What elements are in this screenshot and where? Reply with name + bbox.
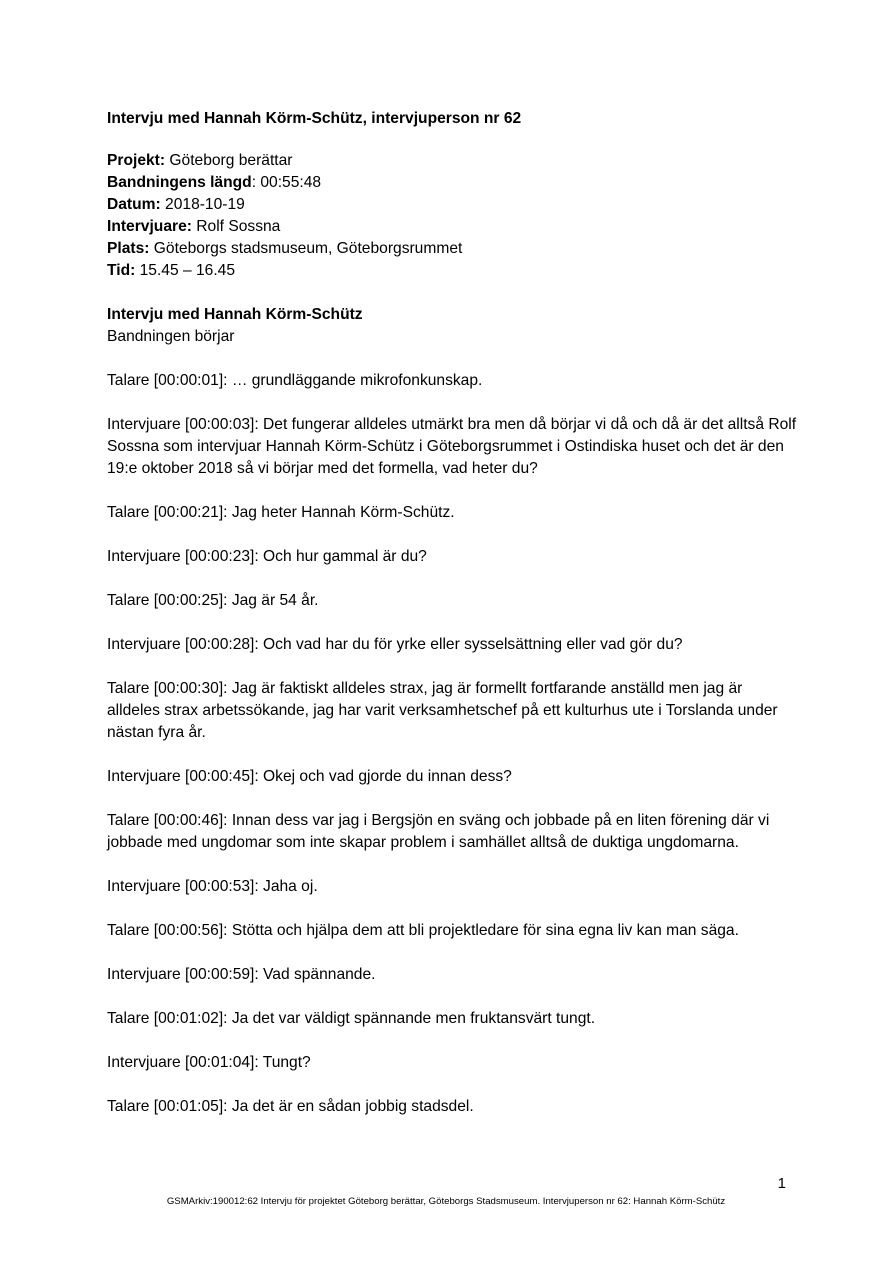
- meta-label: Tid:: [107, 262, 136, 279]
- transcript-turn: Intervjuare [00:00:59]: Vad spännande.: [107, 966, 376, 983]
- meta-place: [107, 238, 797, 260]
- meta-value: Rolf Sossna: [191, 218, 281, 235]
- meta-date: [107, 194, 797, 216]
- meta-interviewer: [107, 216, 797, 238]
- transcript-turn: Intervjuare [00:00:23]: Och hur gammal är du?: [107, 548, 427, 565]
- meta-label: Intervjuare:: [107, 218, 192, 235]
- meta-value: 15.45 – 16.45: [135, 262, 236, 279]
- transcript-turn: Talare [00:00:21]: Jag heter Hannah Körm-Schütz.: [107, 504, 455, 521]
- document-page: [107, 108, 797, 1140]
- transcript: [107, 370, 797, 1118]
- meta-label: Bandningens längd: [107, 174, 252, 191]
- document-title: Intervju med Hannah Körm-Schütz, intervjuperson nr 62: [107, 110, 522, 127]
- transcript-turn: Talare [00:01:05]: Ja det är en sådan jobbig stadsdel.: [107, 1098, 474, 1115]
- meta-recording-length: [107, 172, 797, 194]
- meta-value: Göteborg berättar: [165, 152, 293, 169]
- meta-project: [107, 150, 797, 172]
- section-title: Intervju med Hannah Körm-Schütz: [107, 306, 363, 323]
- transcript-turn: Intervjuare [00:01:04]: Tungt?: [107, 1054, 311, 1071]
- transcript-turn: Intervjuare [00:00:45]: Okej och vad gjorde du innan dess?: [107, 768, 512, 785]
- section-subtitle: Bandningen börjar: [107, 328, 235, 345]
- meta-value: Göteborgs stadsmuseum, Göteborgsrummet: [149, 240, 463, 257]
- meta-label: Plats:: [107, 240, 150, 257]
- meta-value: : 00:55:48: [251, 174, 322, 191]
- transcript-turn: Talare [00:00:25]: Jag är 54 år.: [107, 592, 319, 609]
- transcript-turn: Talare [00:00:56]: Stötta och hjälpa dem att bli projektledare för sina egna liv kan man säga.: [107, 922, 739, 939]
- metadata-block: [107, 150, 797, 282]
- meta-label: Datum:: [107, 196, 161, 213]
- page-number: 1: [777, 1175, 786, 1192]
- transcript-turn: Talare [00:00:01]: … grundläggande mikrofonkunskap.: [107, 372, 483, 389]
- meta-time: [107, 260, 797, 282]
- transcript-turn: Talare [00:00:30]: Jag är faktiskt alldeles strax, jag är formellt fortfarande anställd men jag är alldeles strax arbetssökande, jag har varit verksamhetschef på ett kulturhus ute i Torslanda under nästan fyra år.: [107, 680, 778, 741]
- page-footer: GSMArkiv:190012:62 Intervju för projektet Göteborg berättar, Göteborgs Stadsmuseum. Intervjuperson nr 62: Hannah Körm-Schütz: [166, 1196, 726, 1207]
- transcript-turn: Intervjuare [00:00:03]: Det fungerar alldeles utmärkt bra men då börjar vi då och då är det alltså Rolf Sossna som intervjuar Hannah Körm-Schütz i Göteborgsrummet i Ostindiska huset och det är den 19:e oktober 2018 så vi börjar med det formella, vad heter du?: [107, 416, 797, 477]
- meta-label: Projekt:: [107, 152, 166, 169]
- transcript-turn: Talare [00:00:46]: Innan dess var jag i Bergsjön en sväng och jobbade på en liten förening där vi jobbade med ungdomar som inte skapar problem i samhället alltså de duktiga ungdomarna.: [107, 812, 770, 851]
- meta-value: 2018-10-19: [160, 196, 245, 213]
- transcript-turn: Intervjuare [00:00:28]: Och vad har du för yrke eller sysselsättning eller vad gör du?: [107, 636, 683, 653]
- transcript-turn: Intervjuare [00:00:53]: Jaha oj.: [107, 878, 318, 895]
- transcript-turn: Talare [00:01:02]: Ja det var väldigt spännande men fruktansvärt tungt.: [107, 1010, 596, 1027]
